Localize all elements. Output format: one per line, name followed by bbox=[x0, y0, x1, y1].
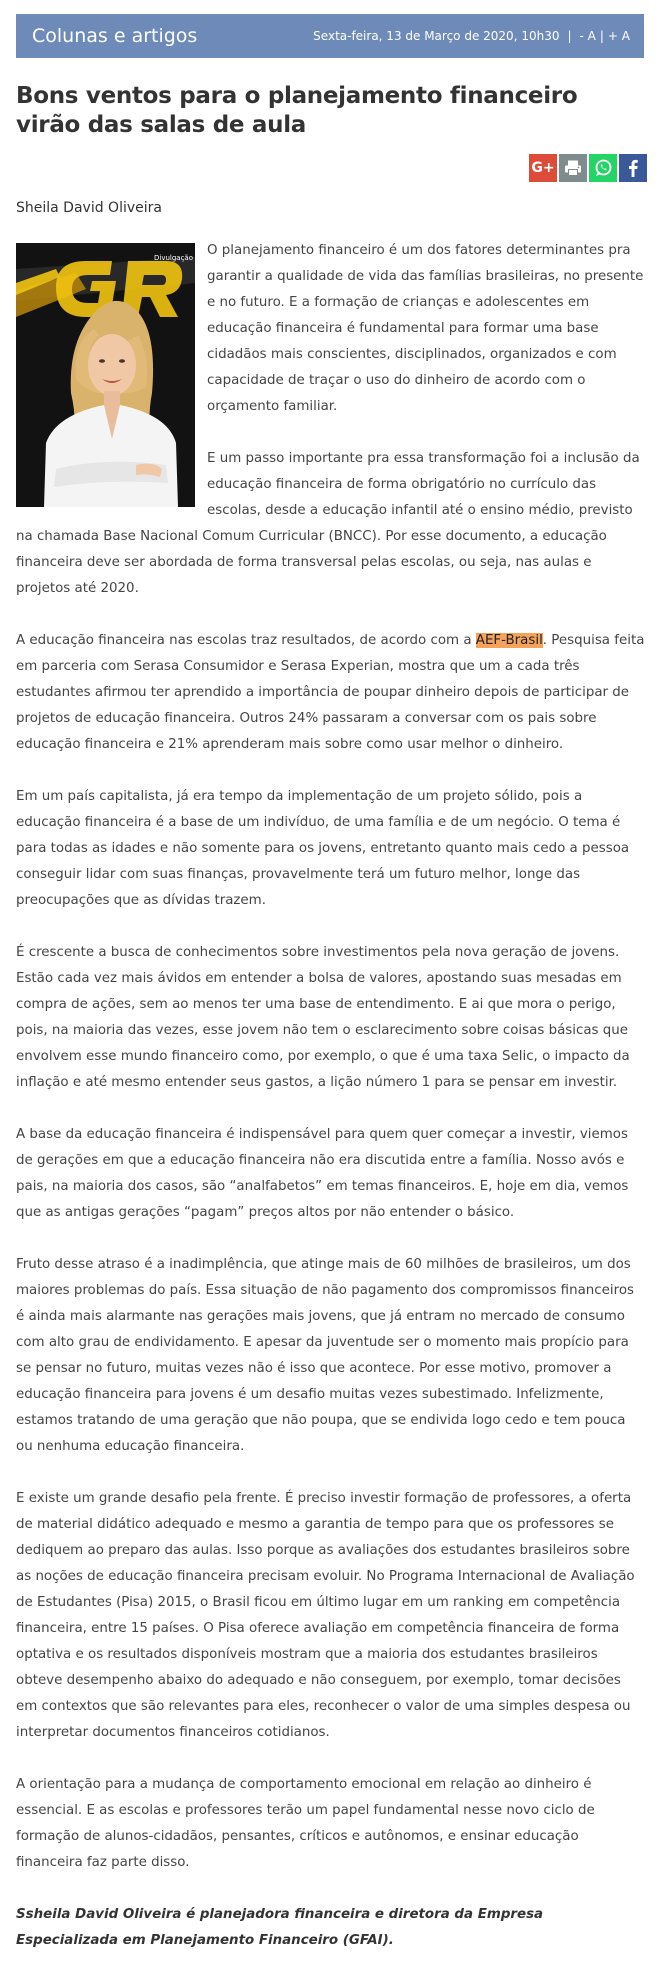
header-bar bbox=[16, 14, 644, 58]
facebook-icon bbox=[625, 158, 641, 178]
section-title: Colunas e artigos bbox=[32, 25, 198, 47]
article-paragraph-4: Em um país capitalista, já era tempo da implementação de um projeto sólido, pois a educação financeira é a base de um indivíduo, de uma família e de um negócio. O tema é para todas as idades e não somente para os jovens, entretanto quanto mais cedo a pessoa conseguir lidar com suas finanças, provavelmente terá um futuro melhor, longe das preocupações que as dívidas trazem. bbox=[16, 789, 630, 908]
article-paragraph-1: O planejamento financeiro é um dos fatores determinantes pra garantir a qualidade de vida das famílias brasileiras, no presente e no futuro. E a formação de crianças e adolescentes em educação financeira é fundamental para formar uma base cidadãos mais conscientes, disciplinados, organizados e com capacidade de traçar o uso do dinheiro de acordo com o orçamento familiar. bbox=[207, 243, 644, 414]
whatsapp-share-button[interactable] bbox=[589, 154, 617, 182]
aef-brasil-link[interactable]: AEF-Brasil bbox=[475, 633, 543, 648]
article-title: Bons ventos para o planejamento financeiro virão das salas de aula bbox=[16, 83, 578, 138]
photo-credit: Divulgação bbox=[153, 254, 193, 262]
article-body bbox=[16, 238, 646, 1980]
author-photo bbox=[16, 243, 195, 507]
article-paragraph-7: Fruto desse atraso é a inadimplência, que atinge mais de 60 milhões de brasileiros, um dos maiores problemas do país. Essa situação de não pagamento dos compromissos financeiros é ainda mais alarmante nas gerações mais jovens, que já entram no mercado de consumo com alto grau de endividamento. E apesar da juventude ser o momento mais propício para se pensar no futuro, muitas vezes não é isso que acontece. Por esse motivo, promover a educação financeira para jovens é um desafio muitas vezes subestimado. Infelizmente, estamos tratando de uma geração que não poupa, que se endivida logo cedo e tem pouca ou nenhuma educação financeira. bbox=[16, 1257, 634, 1454]
paragraph-3-end: . Pesquisa feita em parceria com Serasa Consumidor e Serasa Experian, mostra que um a cada três estudantes afirmou ter aprendido a importância de poupar dinheiro depois de participar de projetos de educação financeira. Outros 24% passaram a conversar com os pais sobre educação financeira e 21% aprenderam mais sobre como usar melhor o dinheiro. bbox=[16, 633, 645, 752]
header-right bbox=[313, 29, 630, 43]
article-paragraph-2: E um passo importante pra essa transformação foi a inclusão da educação financeira de forma obrigatório no currículo das escolas, desde a educação infantil até o ensino médio, previsto na chamada Base Nacional Comum Curricular (BNCC). Por esse documento, a educação financeira deve ser abordada de forma transversal pelas escolas, ou seja, nas aulas e projetos até 2020. bbox=[16, 451, 640, 596]
whatsapp-icon bbox=[593, 158, 613, 178]
article-paragraph-3 bbox=[16, 628, 646, 758]
article-paragraph-9: A orientação para a mudança de comportamento emocional em relação ao dinheiro é essencial. E as escolas e professores terão um papel fundamental nesse novo ciclo de formação de alunos-cidadãos, pensantes, críticos e autônomos, e ensinar educação financeira faz parte disso. bbox=[16, 1777, 595, 1870]
paragraph-3-start: A educação financeira nas escolas traz resultados, de acordo com a bbox=[16, 633, 476, 648]
printer-icon bbox=[564, 159, 582, 177]
facebook-share-button[interactable] bbox=[619, 154, 647, 182]
print-button[interactable] bbox=[559, 154, 587, 182]
author-name: Sheila David Oliveira bbox=[16, 200, 162, 216]
header-separator: | bbox=[567, 29, 572, 43]
author-bio: Ssheila David Oliveira é planejadora financeira e diretora da Empresa Especializada em Planejamento Financeiro (GFAI). bbox=[16, 1907, 544, 1948]
article-paragraph-8: E existe um grande desafio pela frente. É preciso investir formação de professores, a oferta de material didático adequado e mesmo a garantia de tempo para que os professores se dediquem ao preparo das aulas. Isso porque as avaliações dos estudantes brasileiros sobre as noções de educação financeira precisam evoluir. No Programa Internacional de Avaliação de Estudantes (Pisa) 2015, o Brasil ficou em último lugar em um ranking em competência financeira, entre 15 países. O Pisa oferece avaliação em competência financeira de forma optativa e os resultados disponíveis mostram que a maioria dos estudantes brasileiros obteve desempenho abaixo do adequado e não conseguem, por exemplo, tomar decisões em contextos que são relevantes para eles, reconhecer o valor de uma simples despesa ou interpretar documentos financeiros cotidianos. bbox=[16, 1491, 635, 1740]
font-increase-button[interactable]: + A bbox=[607, 29, 630, 43]
article-paragraph-6: A base da educação financeira é indispensável para quem quer começar a investir, viemos de gerações em que a educação financeira não era discutida entre a família. Nosso avós e pais, na maioria dos casos, são “analfabetos” em temas financeiros. E, hoje em dia, vemos que as antigas gerações “pagam” preços altos por não entender o básico. bbox=[16, 1127, 629, 1220]
google-plus-share-button[interactable] bbox=[529, 154, 557, 182]
google-plus-icon: G+ bbox=[531, 160, 555, 176]
share-bar bbox=[529, 154, 647, 182]
font-decrease-button[interactable]: - A bbox=[579, 29, 596, 43]
author-portrait-image bbox=[16, 243, 195, 507]
publish-date: Sexta-feira, 13 de Março de 2020, 10h30 bbox=[313, 29, 560, 43]
article-paragraph-5: É crescente a busca de conhecimentos sobre investimentos pela nova geração de jovens. Estão cada vez mais ávidos em entender a bolsa de valores, apostando suas mesadas em compra de ações, sem ao menos ter uma base de entendimento. E ai que mora o perigo, pois, na maioria das vezes, esse jovem não tem o esclarecimento sobre coisas básicas que envolvem esse mundo financeiro como, por exemplo, o que é uma taxa Selic, o impacto da inflação e até mesmo entender seus gastos, a lição número 1 para se pensar em investir. bbox=[16, 945, 630, 1090]
font-separator: | bbox=[599, 29, 604, 43]
